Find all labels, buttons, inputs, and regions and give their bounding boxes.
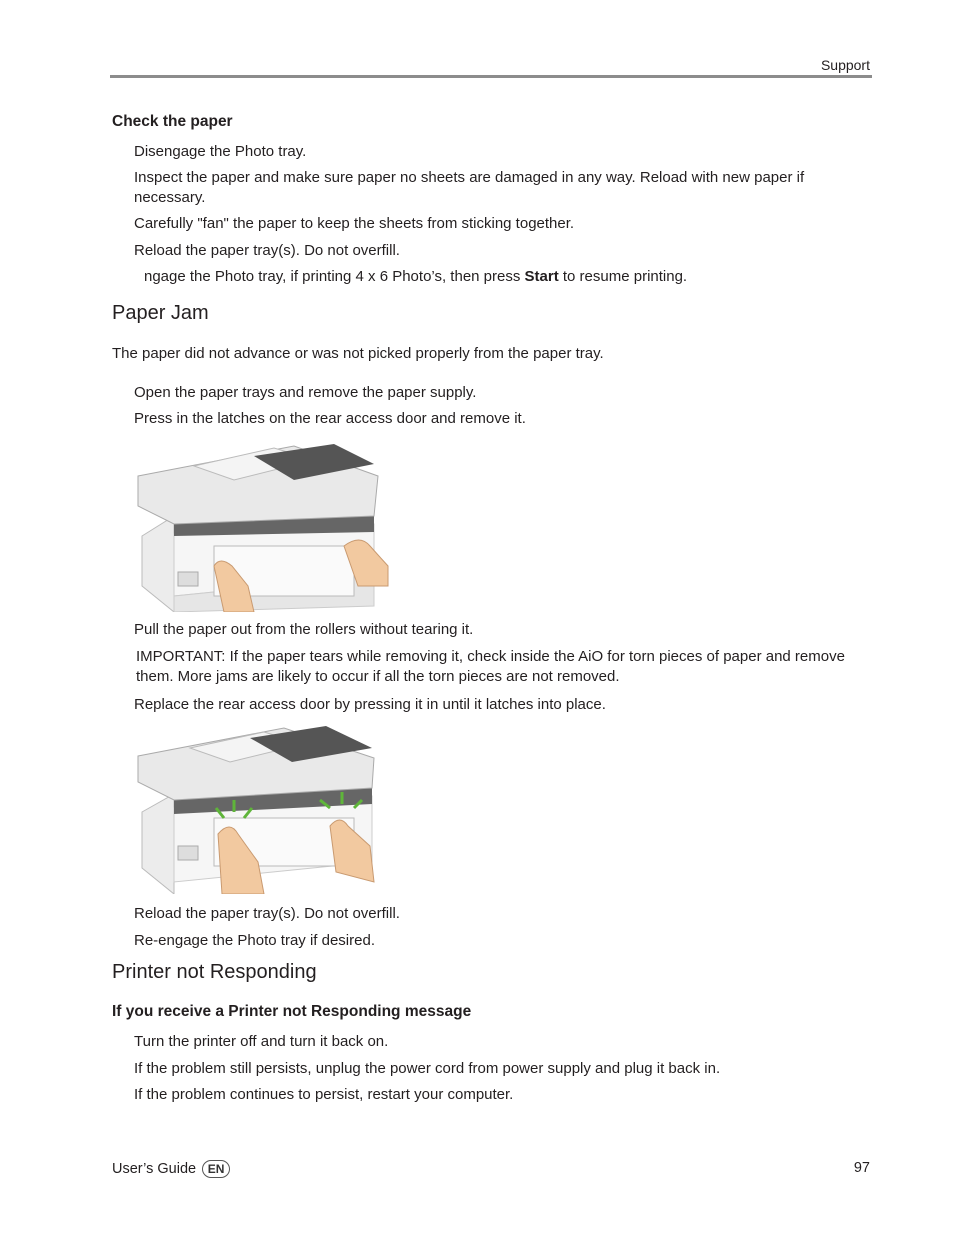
list-item: Turn the printer off and turn it back on. [134,1033,389,1050]
list-item: Re-engage the Photo tray if desired. [134,932,375,949]
list-item: Press in the latches on the rear access door and remove it. [134,410,526,427]
list-item: Replace the rear access door by pressing it in until it latches into place. [134,696,606,713]
list-item: Reload the paper tray(s). Do not overfill. [134,905,400,922]
printer-rear-door-removal-illustration [134,436,390,612]
page-number: 97 [853,1160,870,1176]
list-item: Disengage the Photo tray. [134,143,307,160]
section-heading-printer-not-responding: Printer not Responding [112,961,317,983]
list-item [144,267,687,287]
footer-guide [112,1160,230,1178]
list-item: Reload the paper tray(s). Do not overfill. [134,242,400,259]
footer-guide-label: User’s Guide [112,1161,197,1177]
start-button-label: Start [524,268,559,285]
step-text: to resume printing. [558,268,688,285]
important-note: IMPORTANT: If the paper tears while removing it, check inside the AiO for torn pieces of paper and remove them. More jams are likely to occur if all the torn pieces are not removed. [136,648,845,685]
section-heading-check-paper: Check the paper [112,113,233,130]
list-item: Inspect the paper and make sure paper no sheets are damaged in any way. Reload with new paper if necessary. [134,169,805,206]
subsection-heading: If you receive a Printer not Responding message [112,1003,472,1020]
list-item: Carefully "fan" the paper to keep the sheets from sticking together. [134,215,575,232]
list-item: If the problem continues to persist, restart your computer. [134,1086,514,1103]
printer-rear-door-replace-illustration [134,722,376,894]
list-item: Open the paper trays and remove the paper supply. [134,384,477,401]
paragraph: The paper did not advance or was not picked properly from the paper tray. [112,345,604,362]
list-item: Pull the paper out from the rollers without tearing it. [134,621,474,638]
header-rule [110,75,872,78]
list-item: If the problem still persists, unplug the power cord from power supply and plug it back in. [134,1060,721,1077]
section-heading-paper-jam: Paper Jam [112,302,209,324]
language-badge-icon: EN [202,1160,230,1178]
running-header: Support [820,57,870,73]
step-text: ngage the Photo tray, if printing 4 x 6 Photo’s, then press [144,268,525,285]
